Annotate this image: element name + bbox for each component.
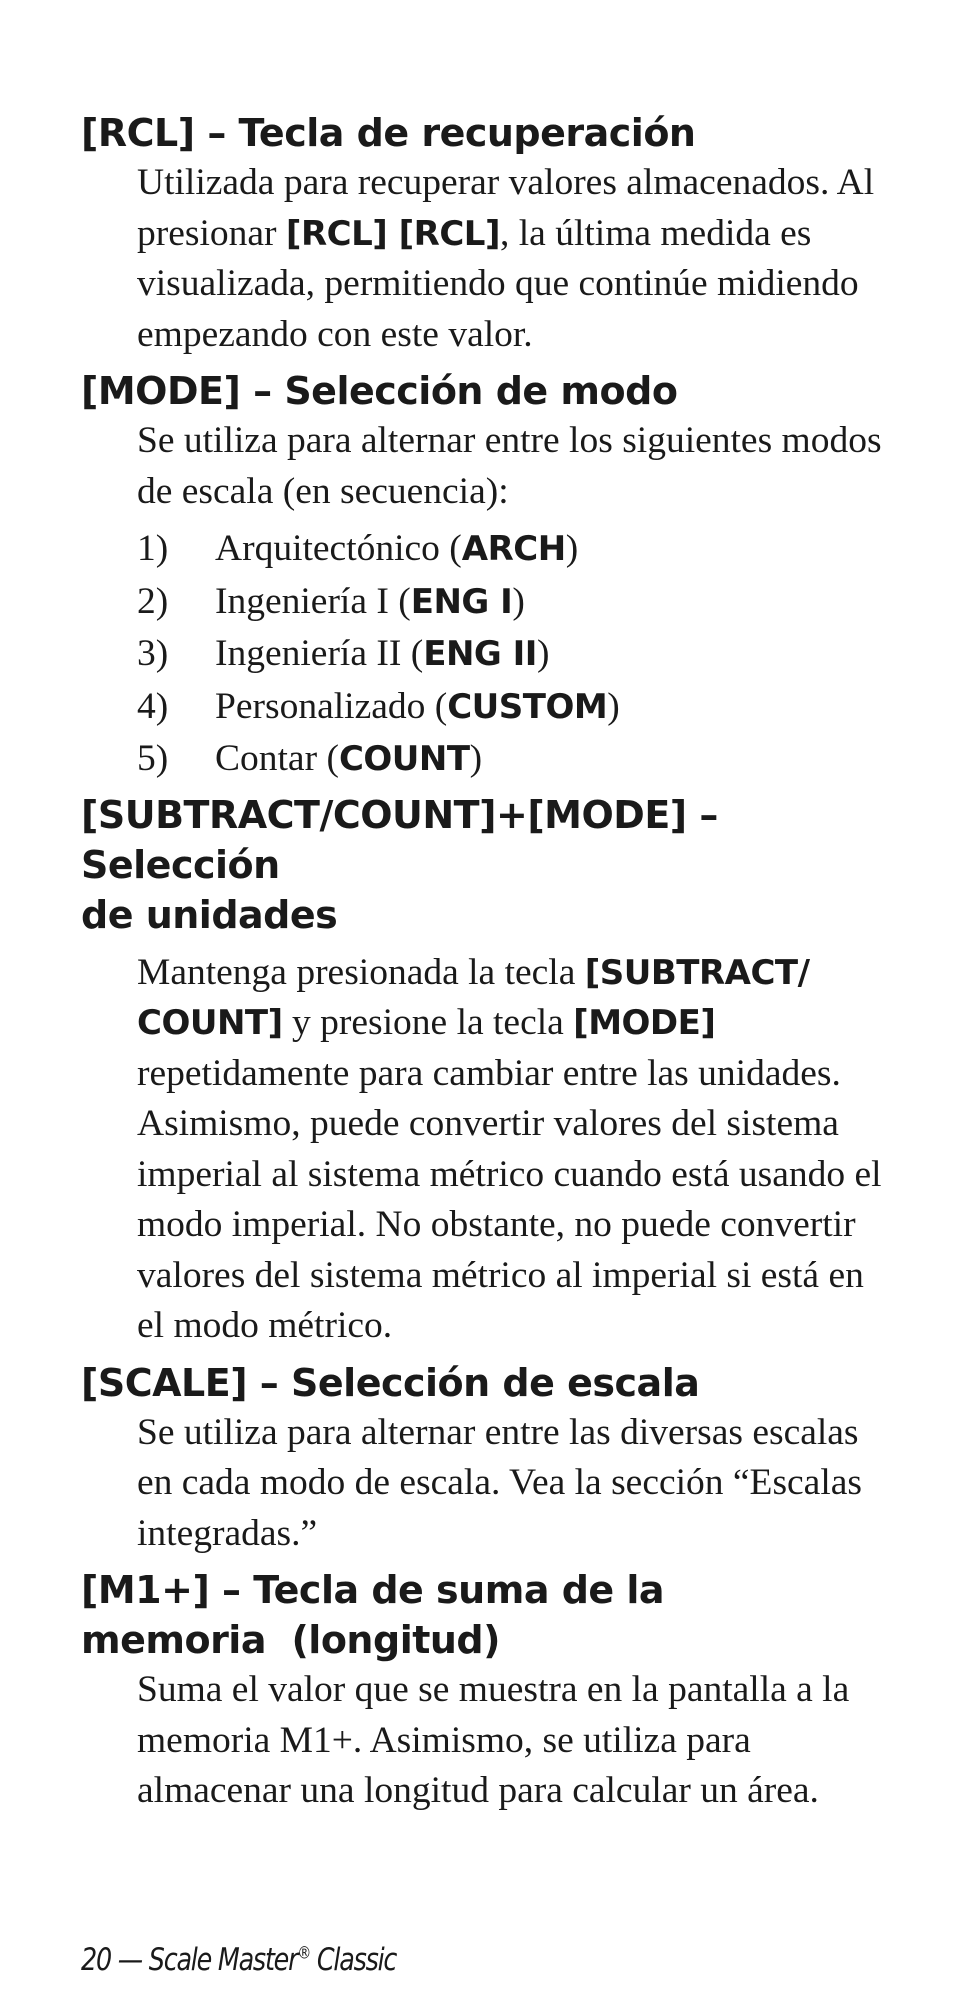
units-text-end: repetidamente para cambiar entre las unidades. Asimismo, puede convertir valores del sistema imperial al sistema métrico cuando está usando el modo imperial. No obstante, no puede convertir valores del sistema métrico al imperial si está en el modo métrico. (137, 1052, 882, 1346)
list-label: Arquitectónico ( (215, 528, 462, 569)
mode-heading: [MODE] – Selección de modo (81, 369, 678, 413)
list-number: 3) (137, 633, 169, 674)
units-description (137, 948, 897, 1352)
manual-page (81, 108, 881, 1823)
list-number: 1) (137, 528, 169, 569)
page-number: 20 (81, 1942, 111, 1978)
scale-heading: [SCALE] – Selección de escala (81, 1360, 700, 1405)
list-code: CUSTOM (447, 686, 608, 727)
list-close: ) (469, 738, 483, 779)
rcl-description (137, 158, 897, 360)
product-suffix: Classic (310, 1942, 397, 1978)
m1-description: Suma el valor que se muestra en la pantalla a la memoria M1+. Asimismo, se utiliza para almacenar una longitud para calcular un área. (137, 1669, 850, 1811)
list-number: 5) (137, 738, 169, 779)
list-code: ARCH (461, 529, 566, 569)
m1-heading (81, 1565, 881, 1665)
units-key-mode: [MODE] (573, 1003, 716, 1043)
list-code: ENG I (410, 581, 513, 622)
registered-mark: ® (297, 1943, 311, 1964)
list-item (137, 681, 881, 734)
list-item (137, 628, 881, 681)
m1-heading-line1: [M1+] – Tecla de suma de la (81, 1568, 665, 1612)
units-heading (81, 790, 881, 940)
list-label: Personalizado ( (215, 685, 448, 727)
mode-description: Se utiliza para alternar entre los siguientes modos de escala (en secuencia): (137, 420, 882, 512)
rcl-text-start: Utilizada para recuperar valores almacenados. Al presionar (137, 162, 875, 254)
rcl-key-sequence: [RCL] [RCL] (285, 213, 500, 254)
rcl-heading: [RCL] – Tecla de recuperación (81, 111, 696, 155)
list-text (215, 681, 620, 734)
list-item (137, 523, 881, 576)
units-heading-line2: de unidades (81, 892, 338, 937)
list-item (137, 733, 881, 786)
page-footer (81, 1942, 396, 1978)
list-text (215, 523, 578, 576)
list-label: Ingeniería I ( (215, 580, 411, 622)
list-text (215, 628, 549, 681)
m1-heading-line2: memoria (longitud) (81, 1618, 501, 1662)
list-close: ) (512, 580, 525, 622)
list-number: 2) (137, 580, 169, 622)
list-close: ) (536, 633, 550, 674)
list-code: COUNT (338, 739, 470, 779)
units-text-start: Mantenga presionada la tecla (137, 951, 585, 993)
product-name: Scale Master (148, 1942, 298, 1978)
list-close: ) (565, 528, 579, 569)
list-label: Ingeniería II ( (215, 633, 424, 674)
list-close: ) (607, 685, 620, 727)
units-text-mid: y presione la tecla (282, 1002, 574, 1043)
units-key-subtract: [SUBTRACT/ COUNT] (137, 952, 810, 1043)
list-text (215, 576, 525, 629)
footer-dash: — (110, 1942, 149, 1978)
list-text (215, 733, 482, 786)
scale-description: Se utiliza para alternar entre las diversas escalas en cada modo de escala. Vea la sección “Escalas integradas.” (137, 1411, 862, 1554)
list-item (137, 576, 881, 629)
list-label: Contar ( (215, 738, 339, 779)
rcl-text-end: , la última medida es visualizada, permitiendo que continúe midiendo empezando con este valor. (137, 212, 859, 355)
list-code: ENG II (423, 634, 537, 674)
units-heading-line1: [SUBTRACT/COUNT]+[MODE] – Selección (81, 792, 718, 887)
list-number: 4) (137, 685, 169, 727)
mode-list (137, 523, 881, 786)
